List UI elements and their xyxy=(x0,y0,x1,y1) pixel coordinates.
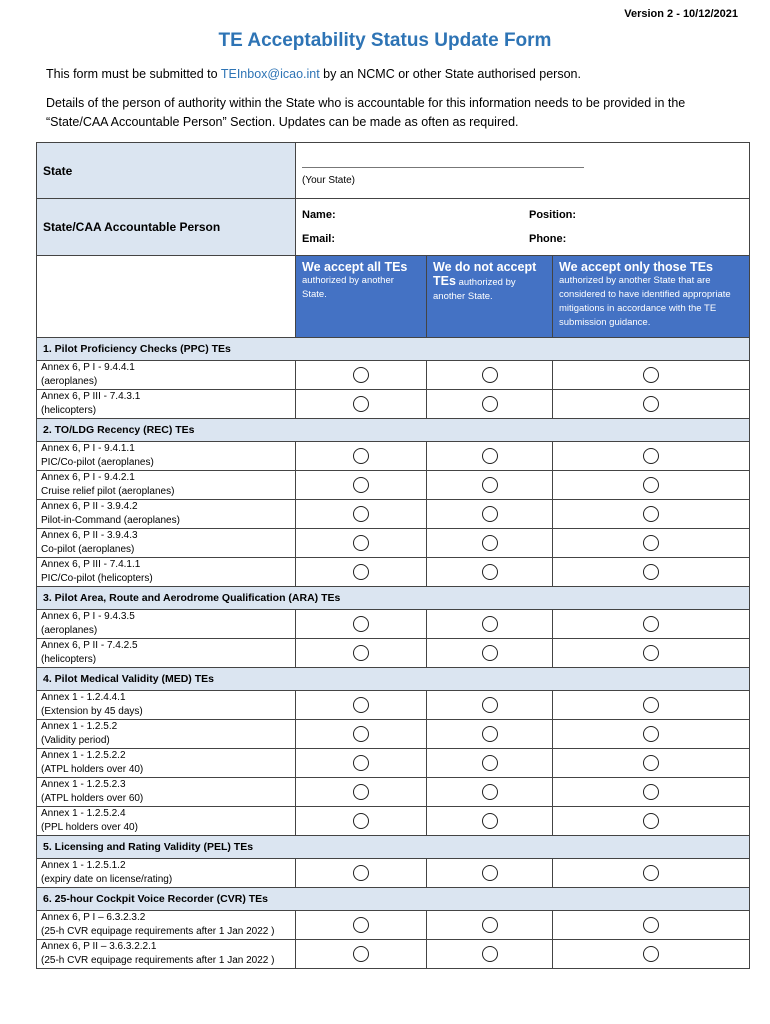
state-input-line[interactable] xyxy=(302,167,584,168)
item-description: (PPL holders over 40) xyxy=(41,822,138,833)
radio-accept-all[interactable] xyxy=(353,946,369,962)
intro-details-text: Details of the person of authority within the State who is accountable for this information needs to be provided in the “State/CAA Accountable Person” Section. Updates can be made as often as required. xyxy=(46,96,686,129)
radio-accept-some[interactable] xyxy=(643,535,659,551)
state-hint: (Your State) xyxy=(302,175,355,186)
radio-cell-accept-all xyxy=(296,639,427,668)
item-row xyxy=(37,558,750,587)
radio-cell-accept-all xyxy=(296,442,427,471)
column-header-title: We do not accept xyxy=(433,260,537,274)
radio-cell-accept-all xyxy=(296,610,427,639)
item-description: (25-h CVR equipage requirements after 1 Jan 2022 ) xyxy=(41,955,275,966)
radio-cell-do-not-accept xyxy=(427,778,553,807)
radio-accept-all[interactable] xyxy=(353,448,369,464)
item-row xyxy=(37,361,750,390)
radio-cell-do-not-accept xyxy=(427,859,553,888)
radio-cell-do-not-accept xyxy=(427,442,553,471)
radio-cell-do-not-accept xyxy=(427,471,553,500)
item-description: (Extension by 45 days) xyxy=(41,706,143,717)
state-field[interactable] xyxy=(296,143,750,199)
position-field-label[interactable]: Position: xyxy=(529,209,577,221)
section-header-row xyxy=(37,668,750,691)
item-reference: Annex 1 - 1.2.5.2.4 xyxy=(41,808,126,819)
section-header-row xyxy=(37,836,750,859)
radio-accept-all[interactable] xyxy=(353,396,369,412)
item-description: (expiry date on license/rating) xyxy=(41,874,173,885)
radio-cell-do-not-accept xyxy=(427,529,553,558)
item-label xyxy=(37,529,296,558)
item-row xyxy=(37,749,750,778)
radio-accept-all[interactable] xyxy=(353,917,369,933)
radio-cell-do-not-accept xyxy=(427,558,553,587)
radio-do-not-accept[interactable] xyxy=(482,616,498,632)
radio-cell-accept-some xyxy=(553,471,750,500)
radio-do-not-accept[interactable] xyxy=(482,396,498,412)
item-reference: Annex 6, P I – 6.3.2.3.2 xyxy=(41,912,146,923)
radio-accept-some[interactable] xyxy=(643,506,659,522)
item-row xyxy=(37,500,750,529)
radio-cell-accept-some xyxy=(553,610,750,639)
radio-accept-some[interactable] xyxy=(643,477,659,493)
radio-accept-all[interactable] xyxy=(353,616,369,632)
column-header-title-cont: TEs xyxy=(433,274,456,288)
radio-accept-some[interactable] xyxy=(643,645,659,661)
item-row xyxy=(37,442,750,471)
item-label xyxy=(37,471,296,500)
radio-accept-some[interactable] xyxy=(643,917,659,933)
radio-cell-accept-some xyxy=(553,859,750,888)
item-reference: Annex 6, P II - 7.4.2.5 xyxy=(41,640,138,651)
radio-cell-do-not-accept xyxy=(427,749,553,778)
item-reference: Annex 6, P I - 9.4.1.1 xyxy=(41,443,135,454)
radio-do-not-accept[interactable] xyxy=(482,448,498,464)
radio-accept-all[interactable] xyxy=(353,697,369,713)
radio-do-not-accept[interactable] xyxy=(482,946,498,962)
column-header-title: We accept all TEs xyxy=(302,260,408,274)
section-header-row xyxy=(37,587,750,610)
item-reference: Annex 6, P II - 3.9.4.2 xyxy=(41,501,138,512)
section-title: 1. Pilot Proficiency Checks (PPC) TEs xyxy=(37,338,750,361)
radio-do-not-accept[interactable] xyxy=(482,917,498,933)
radio-accept-all[interactable] xyxy=(353,813,369,829)
item-description: (aeroplanes) xyxy=(41,376,98,387)
radio-cell-accept-all xyxy=(296,361,427,390)
item-label xyxy=(37,720,296,749)
radio-cell-accept-all xyxy=(296,691,427,720)
section-title: 3. Pilot Area, Route and Aerodrome Qualification (ARA) TEs xyxy=(37,587,750,610)
radio-do-not-accept[interactable] xyxy=(482,697,498,713)
radio-do-not-accept[interactable] xyxy=(482,645,498,661)
header-blank-cell xyxy=(37,256,296,338)
item-row xyxy=(37,940,750,969)
item-reference: Annex 6, P II – 3.6.3.2.2.1 xyxy=(41,941,157,952)
radio-cell-accept-all xyxy=(296,749,427,778)
intro-text-after: by an NCMC or other State authorised person. xyxy=(319,67,581,81)
item-description: (aeroplanes) xyxy=(41,625,98,636)
radio-cell-do-not-accept xyxy=(427,940,553,969)
item-description: Cruise relief pilot (aeroplanes) xyxy=(41,486,175,497)
radio-cell-do-not-accept xyxy=(427,639,553,668)
item-label xyxy=(37,500,296,529)
column-header-accept-some xyxy=(553,256,750,338)
radio-accept-some[interactable] xyxy=(643,564,659,580)
radio-cell-do-not-accept xyxy=(427,911,553,940)
radio-cell-do-not-accept xyxy=(427,361,553,390)
column-header-desc: authorized by another State. xyxy=(433,277,516,302)
item-description: PIC/Co-pilot (helicopters) xyxy=(41,573,153,584)
item-reference: Annex 6, P I - 9.4.3.5 xyxy=(41,611,135,622)
radio-accept-some[interactable] xyxy=(643,396,659,412)
state-label: State xyxy=(37,143,296,199)
radio-do-not-accept[interactable] xyxy=(482,865,498,881)
section-title: 5. Licensing and Rating Validity (PEL) TEs xyxy=(37,836,750,859)
section-header-row xyxy=(37,419,750,442)
item-row xyxy=(37,390,750,419)
item-reference: Annex 6, P II - 3.9.4.3 xyxy=(41,530,138,541)
radio-accept-all[interactable] xyxy=(353,506,369,522)
section-title: 2. TO/LDG Recency (REC) TEs xyxy=(37,419,750,442)
radio-do-not-accept[interactable] xyxy=(482,367,498,383)
radio-accept-some[interactable] xyxy=(643,726,659,742)
column-header-accept-all xyxy=(296,256,427,338)
status-form-table xyxy=(36,142,750,969)
item-reference: Annex 1 - 1.2.5.1.2 xyxy=(41,860,126,871)
section-header-row xyxy=(37,338,750,361)
item-reference: Annex 1 - 1.2.5.2.3 xyxy=(41,779,126,790)
item-row xyxy=(37,529,750,558)
form-title: TE Acceptability Status Update Form xyxy=(218,30,552,51)
item-reference: Annex 6, P I - 9.4.4.1 xyxy=(41,362,135,373)
radio-cell-accept-some xyxy=(553,940,750,969)
radio-do-not-accept[interactable] xyxy=(482,813,498,829)
radio-accept-some[interactable] xyxy=(643,616,659,632)
item-label xyxy=(37,940,296,969)
radio-do-not-accept[interactable] xyxy=(482,755,498,771)
radio-accept-all[interactable] xyxy=(353,564,369,580)
radio-cell-accept-some xyxy=(553,529,750,558)
radio-cell-accept-all xyxy=(296,390,427,419)
item-description: (helicopters) xyxy=(41,654,97,665)
item-description: Pilot-in-Command (aeroplanes) xyxy=(41,515,180,526)
radio-cell-accept-all xyxy=(296,720,427,749)
item-row xyxy=(37,691,750,720)
radio-cell-accept-all xyxy=(296,500,427,529)
radio-accept-some[interactable] xyxy=(643,448,659,464)
item-reference: Annex 6, P III - 7.4.3.1 xyxy=(41,391,141,402)
intro-submission-text xyxy=(46,65,736,84)
radio-cell-accept-some xyxy=(553,390,750,419)
item-label xyxy=(37,911,296,940)
radio-accept-some[interactable] xyxy=(643,697,659,713)
radio-accept-some[interactable] xyxy=(643,946,659,962)
section-header-row xyxy=(37,888,750,911)
radio-accept-all[interactable] xyxy=(353,535,369,551)
radio-cell-accept-some xyxy=(553,500,750,529)
item-row xyxy=(37,610,750,639)
item-description: PIC/Co-pilot (aeroplanes) xyxy=(41,457,154,468)
radio-cell-accept-some xyxy=(553,361,750,390)
item-label xyxy=(37,610,296,639)
radio-cell-do-not-accept xyxy=(427,720,553,749)
item-description: (25-h CVR equipage requirements after 1 Jan 2022 ) xyxy=(41,926,275,937)
radio-cell-do-not-accept xyxy=(427,500,553,529)
radio-do-not-accept[interactable] xyxy=(482,506,498,522)
radio-cell-accept-some xyxy=(553,749,750,778)
radio-accept-some[interactable] xyxy=(643,813,659,829)
radio-cell-accept-some xyxy=(553,720,750,749)
accountable-person-fields[interactable] xyxy=(296,199,750,256)
radio-accept-all[interactable] xyxy=(353,477,369,493)
item-reference: Annex 6, P III - 7.4.1.1 xyxy=(41,559,141,570)
radio-cell-do-not-accept xyxy=(427,807,553,836)
item-label xyxy=(37,778,296,807)
item-row xyxy=(37,778,750,807)
radio-do-not-accept[interactable] xyxy=(482,726,498,742)
email-field-label[interactable]: Email: xyxy=(302,233,336,245)
radio-cell-accept-some xyxy=(553,911,750,940)
radio-accept-some[interactable] xyxy=(643,784,659,800)
item-description: (helicopters) xyxy=(41,405,97,416)
radio-cell-accept-all xyxy=(296,529,427,558)
column-header-desc: authorized by another State. xyxy=(302,275,394,300)
radio-cell-accept-some xyxy=(553,639,750,668)
radio-cell-accept-some xyxy=(553,778,750,807)
item-row xyxy=(37,639,750,668)
item-label xyxy=(37,442,296,471)
item-label xyxy=(37,361,296,390)
name-field-label[interactable]: Name: xyxy=(302,209,336,221)
section-title: 4. Pilot Medical Validity (MED) TEs xyxy=(37,668,750,691)
radio-cell-accept-all xyxy=(296,471,427,500)
radio-do-not-accept[interactable] xyxy=(482,564,498,580)
item-row xyxy=(37,859,750,888)
item-description: (ATPL holders over 60) xyxy=(41,793,144,804)
section-title: 6. 25-hour Cockpit Voice Recorder (CVR) TEs xyxy=(37,888,750,911)
item-label xyxy=(37,558,296,587)
item-label xyxy=(37,807,296,836)
radio-cell-accept-all xyxy=(296,911,427,940)
radio-accept-all[interactable] xyxy=(353,726,369,742)
radio-cell-accept-some xyxy=(553,691,750,720)
item-label xyxy=(37,859,296,888)
radio-cell-accept-all xyxy=(296,807,427,836)
item-reference: Annex 6, P I - 9.4.2.1 xyxy=(41,472,135,483)
radio-accept-some[interactable] xyxy=(643,865,659,881)
radio-do-not-accept[interactable] xyxy=(482,535,498,551)
radio-cell-do-not-accept xyxy=(427,610,553,639)
column-header-desc: authorized by another State that are considered to have identified appropriate mitigations in accordance with the TE submission guidance. xyxy=(559,275,731,328)
radio-accept-all[interactable] xyxy=(353,367,369,383)
radio-do-not-accept[interactable] xyxy=(482,477,498,493)
radio-cell-do-not-accept xyxy=(427,691,553,720)
radio-cell-accept-some xyxy=(553,442,750,471)
radio-cell-accept-all xyxy=(296,940,427,969)
radio-cell-accept-all xyxy=(296,558,427,587)
item-description: (Validity period) xyxy=(41,735,110,746)
item-row xyxy=(37,911,750,940)
radio-cell-accept-all xyxy=(296,859,427,888)
radio-accept-all[interactable] xyxy=(353,784,369,800)
radio-do-not-accept[interactable] xyxy=(482,784,498,800)
item-reference: Annex 1 - 1.2.4.4.1 xyxy=(41,692,126,703)
column-header-title: We accept only those TEs xyxy=(559,260,713,274)
item-reference: Annex 1 - 1.2.5.2 xyxy=(41,721,118,732)
item-row xyxy=(37,720,750,749)
item-label xyxy=(37,749,296,778)
item-row xyxy=(37,807,750,836)
intro-text-before: This form must be submitted to xyxy=(46,67,221,81)
radio-cell-accept-all xyxy=(296,778,427,807)
accountable-person-label: State/CAA Accountable Person xyxy=(37,199,296,256)
radio-accept-all[interactable] xyxy=(353,865,369,881)
version-label: Version 2 - 10/12/2021 xyxy=(624,8,738,20)
radio-accept-some[interactable] xyxy=(643,755,659,771)
item-row xyxy=(37,471,750,500)
radio-cell-accept-some xyxy=(553,558,750,587)
radio-accept-all[interactable] xyxy=(353,645,369,661)
column-header-do-not-accept xyxy=(427,256,553,338)
item-label xyxy=(37,390,296,419)
item-label xyxy=(37,639,296,668)
radio-cell-do-not-accept xyxy=(427,390,553,419)
phone-field-label[interactable]: Phone: xyxy=(529,233,567,245)
radio-accept-all[interactable] xyxy=(353,755,369,771)
radio-cell-accept-some xyxy=(553,807,750,836)
item-reference: Annex 1 - 1.2.5.2.2 xyxy=(41,750,126,761)
email-link[interactable]: TEInbox@icao.int xyxy=(220,67,320,81)
item-label xyxy=(37,691,296,720)
radio-accept-some[interactable] xyxy=(643,367,659,383)
item-description: (ATPL holders over 40) xyxy=(41,764,144,775)
item-description: Co-pilot (aeroplanes) xyxy=(41,544,135,555)
